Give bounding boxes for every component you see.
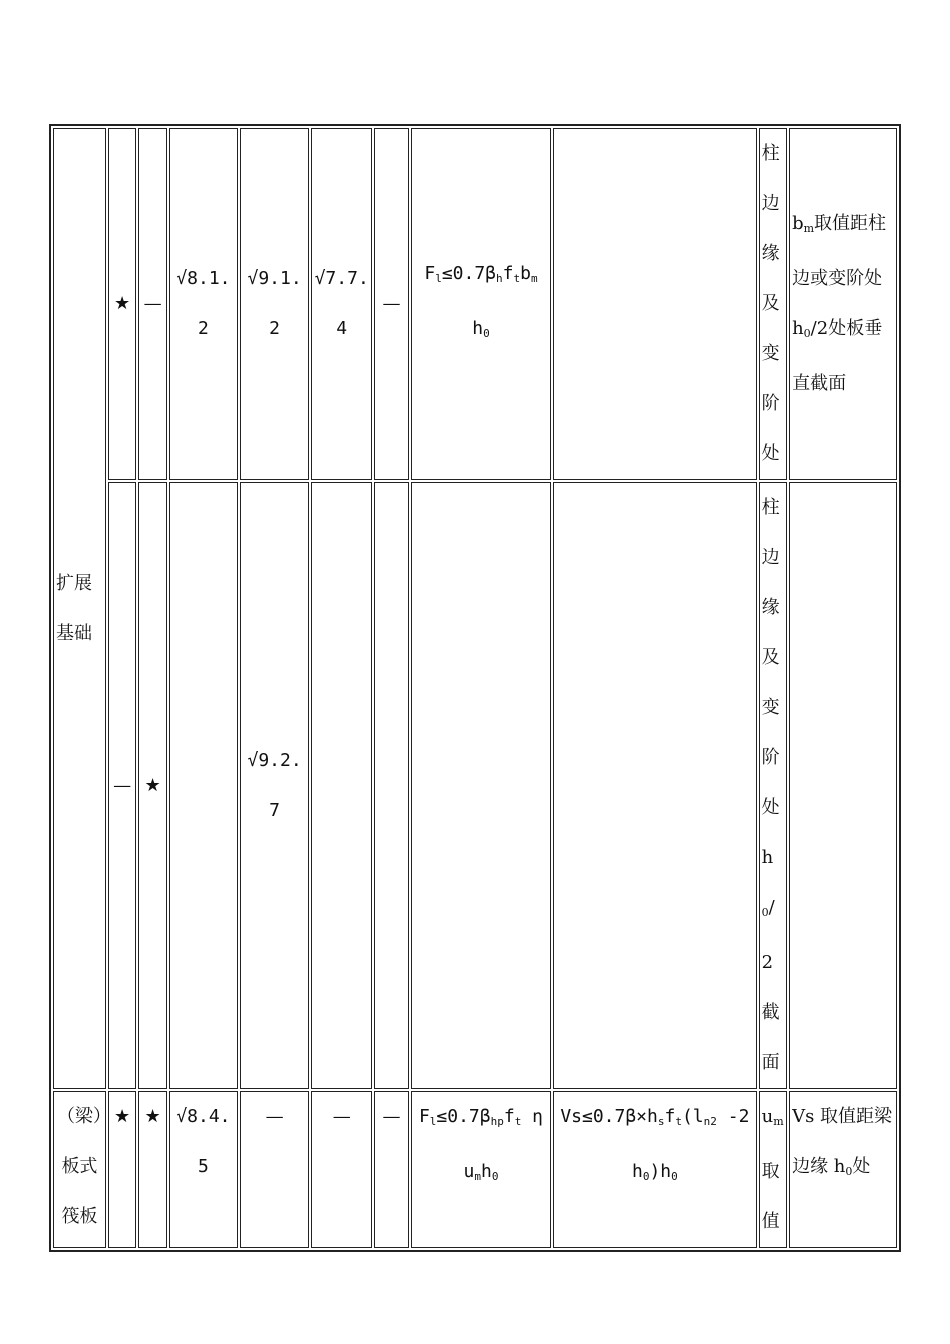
- clause-cell: √9.2.7: [240, 482, 309, 1089]
- clause-cell: —: [374, 128, 409, 480]
- formula-cell: [411, 482, 551, 1089]
- shear-formula-cell: $Vs\le 0.7\beta\times h_sf_t(l_{n2}$ $-2h_0)h_0$: [553, 1091, 756, 1248]
- mark-cell: ★: [108, 1091, 136, 1248]
- table-row: [53, 482, 897, 1089]
- mark-cell: —: [108, 482, 136, 1089]
- formula-cell: $F_l\le 0.7\beta_hf_tb_m$ $h_0$: [411, 128, 551, 480]
- clause-cell: √9.1.2: [240, 128, 309, 480]
- clause-cell: [311, 482, 372, 1089]
- location-cell: 柱边缘及变阶处: [759, 128, 787, 480]
- clause-cell: —: [311, 1091, 372, 1248]
- category-cell: （梁）板式筏板: [53, 1091, 106, 1248]
- mark-cell: ★: [108, 128, 136, 480]
- table-row: [53, 1091, 897, 1248]
- mark-cell: ★: [138, 1091, 166, 1248]
- clause-cell: —: [240, 1091, 309, 1248]
- category-cell: 扩展基础: [53, 128, 106, 1089]
- clause-cell: [169, 482, 238, 1089]
- clause-cell: [374, 482, 409, 1089]
- note-cell: $b_m$取值距柱边或变阶处 $h_0/2$处板垂直截面: [789, 128, 897, 480]
- spec-table: [49, 124, 901, 1252]
- shear-formula-cell: [553, 482, 756, 1089]
- note-cell: [789, 482, 897, 1089]
- note-cell: Vs 取值距梁边缘 $h_0$处: [789, 1091, 897, 1248]
- clause-cell: √7.7.4: [311, 128, 372, 480]
- clause-cell: √8.4.5: [169, 1091, 238, 1248]
- shear-formula-cell: [553, 128, 756, 480]
- location-cell: 柱边缘及变阶处$h_0/2$截面: [759, 482, 787, 1089]
- formula-cell: $F_l\le 0.7\beta_{hp}f_t$ $\eta u_mh_0$: [411, 1091, 551, 1248]
- clause-cell: —: [374, 1091, 409, 1248]
- table-row: [53, 128, 897, 480]
- mark-cell: ★: [138, 482, 166, 1089]
- mark-cell: —: [138, 128, 166, 480]
- location-cell: $u_m$取值: [759, 1091, 787, 1248]
- clause-cell: √8.1.2: [169, 128, 238, 480]
